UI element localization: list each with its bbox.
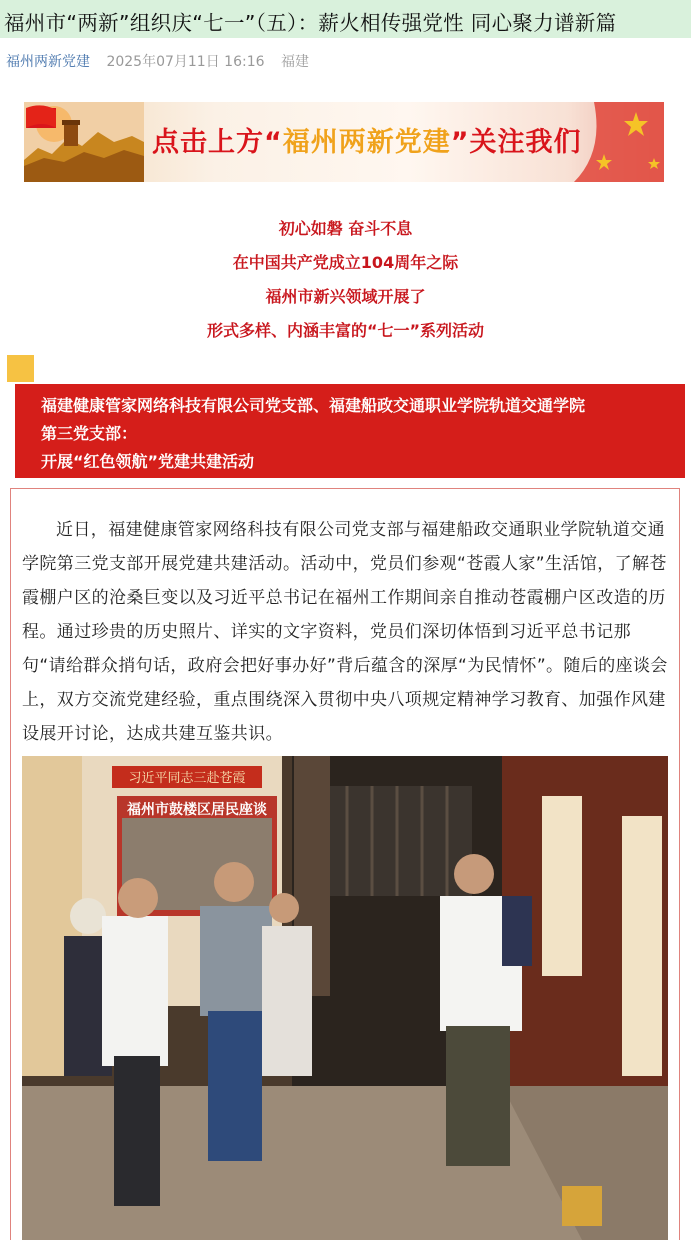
intro-line-2: 在中国共产党成立104周年之际 xyxy=(232,253,459,272)
content-card xyxy=(10,488,680,1240)
section-heading xyxy=(15,384,685,478)
section-marker xyxy=(7,355,34,382)
intro-line-1: 初心如磐 奋斗不息 xyxy=(278,219,413,238)
intro-line-3: 福州市新兴领域开展了 xyxy=(265,287,426,306)
article-title-bar xyxy=(0,0,691,38)
intro-line-4: 形式多样、内涵丰富的“七一”系列活动 xyxy=(206,321,485,340)
section-heading-line-3: 开展“红色领航”党建共建活动 xyxy=(41,452,255,471)
red-flag-star-decoration xyxy=(574,102,664,182)
article-title: 福州市“两新”组织庆“七一”（五）：薪火相传强党性 同心聚力谱新篇 xyxy=(4,11,617,35)
activity-photo[interactable] xyxy=(22,756,668,1240)
follow-banner-text: 点击上方“福州两新党建”关注我们 xyxy=(152,127,582,158)
follow-banner[interactable] xyxy=(24,102,664,182)
publish-date: 2025年07月11日 16:16 xyxy=(106,54,265,70)
section-heading-line-2: 第三党支部： xyxy=(41,424,138,443)
account-name-link[interactable]: 福州两新党建 xyxy=(6,54,90,70)
body-paragraph: 近日，福建健康管家网络科技有限公司党支部与福建船政交通职业学院轨道交通学院第三党支部开展党建共建活动。活动中，党员们参观“苍霞人家”生活馆，了解苍霞棚户区的沧桑巨变以及习近平总书记在福州工作期间亲自推动苍霞棚户区改造的历程。通过珍贵的历史照片、详实的文字资料，党员们深切体悟到习近平总书记那句“请给群众捎句话，政府会把好事办好”背后蕴含的深厚“为民情怀”。随后的座谈会上，双方交流党建经验，重点围绕深入贯彻中央八项规定精神学习教育、加强作风建设展开讨论，达成共建互鉴共识。 xyxy=(22,520,668,744)
photo-sign-top: 习近平同志三赴苍霞 xyxy=(128,771,246,786)
photo-sign-main: 福州市鼓楼区居民座谈 xyxy=(127,802,267,818)
section-heading-line-1: 福建健康管家网络科技有限公司党支部、福建船政交通职业学院轨道交通学院 xyxy=(41,396,586,415)
article-meta xyxy=(6,51,309,71)
great-wall-illustration xyxy=(24,102,144,182)
publish-location: 福建 xyxy=(280,54,309,70)
